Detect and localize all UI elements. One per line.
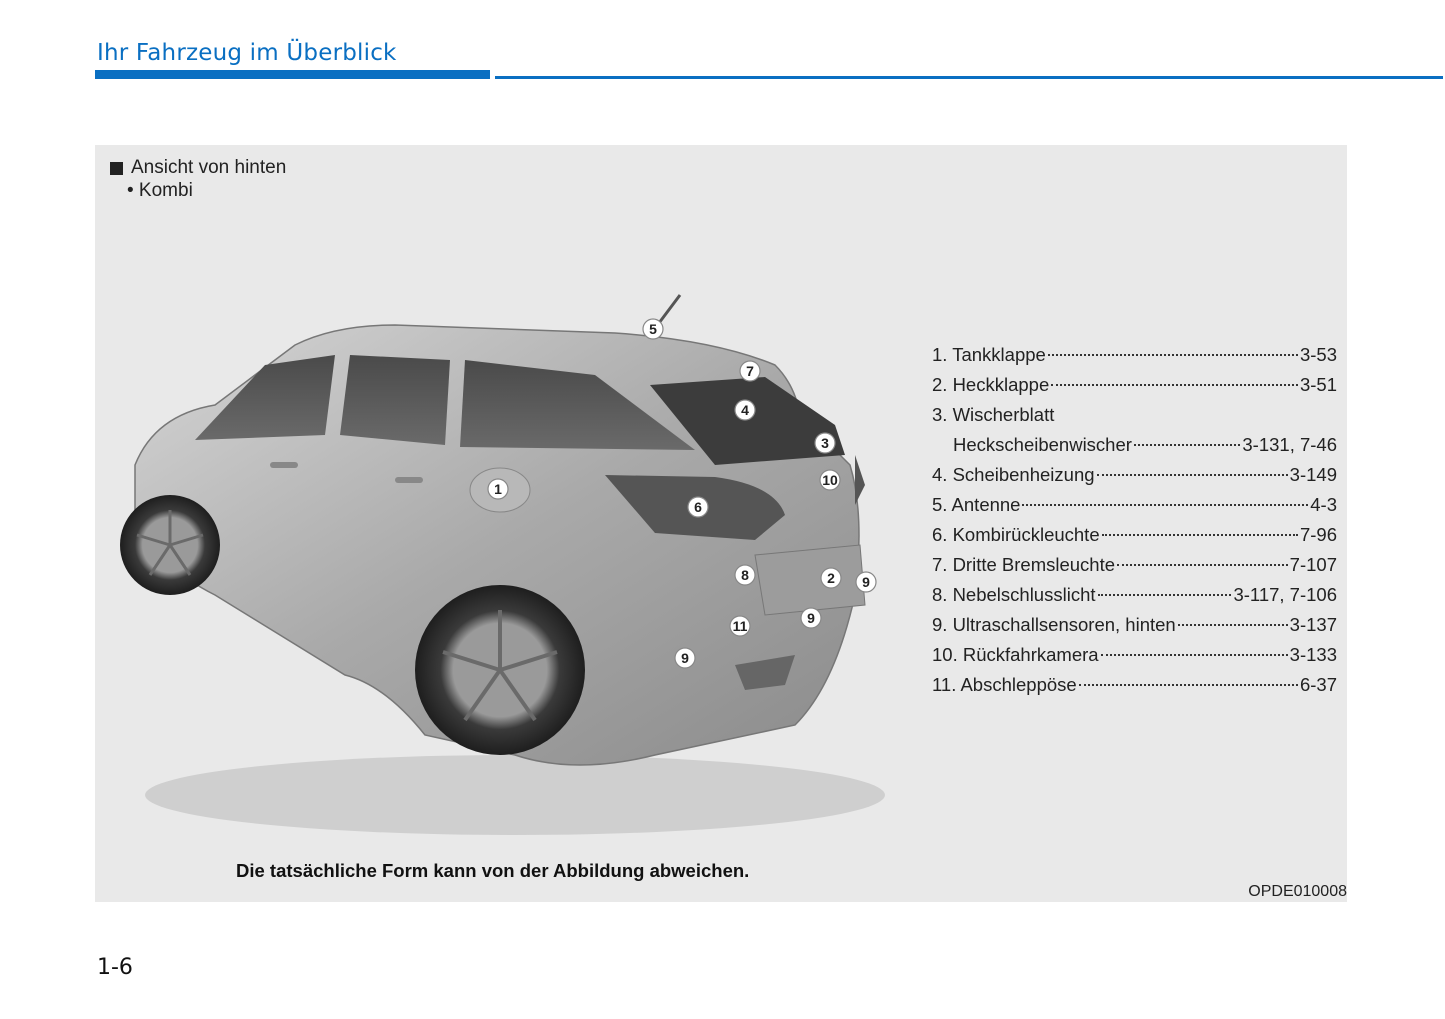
svg-text:9: 9 (681, 650, 689, 666)
svg-text:6: 6 (694, 499, 702, 515)
callout-9-left (675, 648, 695, 668)
callout-9-right (856, 572, 876, 592)
legend-item: 3. Wischerblatt (932, 404, 1055, 425)
callout-3 (815, 433, 835, 453)
svg-text:5: 5 (649, 321, 657, 337)
header-rule-thin (495, 76, 1443, 79)
callout-9-center (801, 608, 821, 628)
callout-4 (735, 400, 755, 420)
ground-shadow (145, 755, 885, 835)
legend-item: 5. Antenne 4-3 (932, 494, 1337, 515)
svg-text:3: 3 (821, 435, 829, 451)
figure-panel (95, 145, 1347, 902)
callout-1 (488, 479, 508, 499)
legend-item: 7. Dritte Bremsleuchte 7-107 (932, 554, 1337, 575)
callout-8 (735, 565, 755, 585)
legend-item: 4. Scheibenheizung 3-149 (932, 464, 1337, 485)
legend-item: 8. Nebelschlusslicht 3-117, 7-106 (932, 584, 1337, 605)
disclaimer-note: Die tatsächliche Form kann von der Abbildung abweichen. (236, 860, 750, 881)
section-title: Ihr Fahrzeug im Überblick (97, 40, 397, 66)
svg-text:10: 10 (822, 472, 838, 488)
svg-text:11: 11 (732, 618, 748, 634)
svg-text:1: 1 (494, 481, 502, 497)
callout-6 (688, 497, 708, 517)
door-handle-front (270, 462, 298, 468)
header-rule-thick (95, 70, 490, 79)
license-plate-area (755, 545, 865, 615)
callout-7 (740, 361, 760, 381)
svg-text:8: 8 (741, 567, 749, 583)
legend-item: 6. Kombirückleuchte 7-96 (932, 524, 1337, 545)
side-window-front (195, 355, 335, 440)
legend-item: 10. Rückfahrkamera 3-133 (932, 644, 1337, 665)
callout-11 (730, 616, 750, 636)
square-bullet-icon (110, 162, 123, 175)
side-window-middle (340, 355, 450, 445)
door-handle-rear (395, 477, 423, 483)
image-code: OPDE010008 (1248, 883, 1347, 900)
callout-2 (821, 568, 841, 588)
view-heading-text: Ansicht von hinten (131, 157, 287, 178)
page-number: 1-6 (97, 955, 133, 980)
taillight-right (855, 455, 865, 505)
car-rear-illustration (95, 215, 900, 895)
legend-item: 11. Abschleppöse 6-37 (932, 674, 1337, 695)
callout-10 (820, 470, 840, 490)
view-subheading: • Kombi (127, 180, 193, 201)
svg-text:4: 4 (741, 402, 749, 418)
legend-item: 1. Tankklappe 3-53 (932, 344, 1337, 365)
callout-5 (643, 319, 663, 339)
legend-item: 2. Heckklappe 3-51 (932, 374, 1337, 395)
parts-legend (932, 340, 1337, 700)
svg-text:2: 2 (827, 570, 835, 586)
legend-item: 9. Ultraschallsensoren, hinten 3-137 (932, 614, 1337, 635)
svg-text:7: 7 (746, 363, 754, 379)
legend-item: Heckscheibenwischer 3-131, 7-46 (953, 434, 1337, 455)
view-heading (110, 157, 286, 179)
svg-text:9: 9 (862, 574, 870, 590)
svg-text:9: 9 (807, 610, 815, 626)
